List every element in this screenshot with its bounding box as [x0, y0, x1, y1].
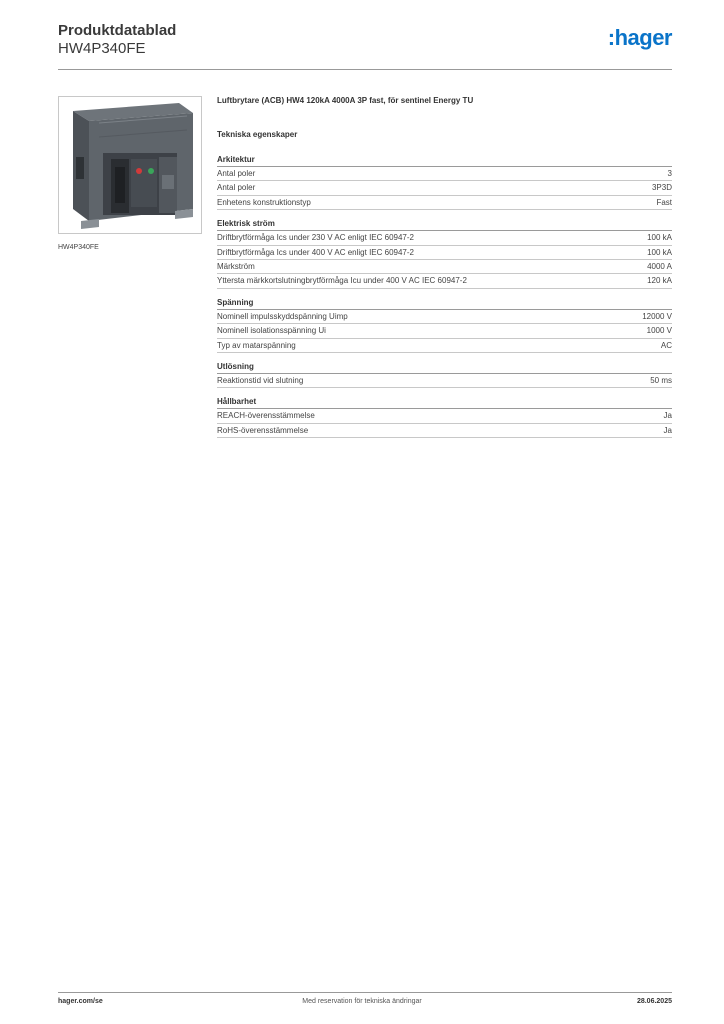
spec-value: Ja: [663, 411, 672, 421]
spec-row: [217, 324, 672, 338]
air-circuit-breaker-illustration: [59, 97, 201, 233]
spec-row: [217, 231, 672, 245]
group-title: Elektrisk ström: [217, 218, 672, 231]
spec-row: [217, 409, 672, 423]
product-code: HW4P340FE: [58, 40, 146, 57]
spec-value: 1000 V: [646, 326, 672, 336]
spec-row: [217, 374, 672, 388]
spec-label: Typ av matarspänning: [217, 340, 296, 350]
spec-value: 4000 A: [647, 261, 672, 271]
spec-row: [217, 260, 672, 274]
spec-label: Driftbrytförmåga Ics under 230 V AC enligt IEC 60947-2: [217, 233, 414, 243]
spec-value: 50 ms: [650, 375, 672, 385]
document-title: Produktdatablad: [58, 22, 177, 39]
spec-label: RoHS-överensstämmelse: [217, 425, 309, 435]
footer-website-link[interactable]: hager.com/se: [58, 998, 103, 1005]
spec-group-electrical-current: [217, 218, 672, 289]
spec-value: 3: [667, 169, 672, 178]
spec-row: [217, 167, 672, 181]
spec-label: Driftbrytförmåga Ics under 400 V AC enligt IEC 60947-2: [217, 247, 414, 257]
spec-row: [217, 424, 672, 438]
spec-label: REACH-överensstämmelse: [217, 411, 315, 421]
spec-label: Yttersta märkkortslutningbrytförmåga Icu under 400 V AC IEC 60947-2: [217, 276, 467, 286]
spec-value: AC: [660, 340, 672, 350]
spec-row: [217, 196, 672, 210]
specs-heading: Tekniska egenskaper: [217, 130, 298, 139]
spec-value: 100 kA: [647, 233, 672, 243]
page-header: [58, 20, 672, 70]
spec-label: Märkström: [217, 261, 255, 271]
group-title: Arkitektur: [217, 154, 672, 167]
spec-group-tripping: [217, 361, 672, 388]
spec-row: [217, 181, 672, 195]
spec-content: [217, 96, 672, 438]
spec-value: 100 kA: [647, 247, 672, 257]
product-description: Luftbrytare (ACB) HW4 120kA 4000A 3P fast, för sentinel Energy TU: [217, 96, 474, 105]
spec-row: [217, 274, 672, 288]
group-title: Hållbarhet: [217, 396, 672, 409]
spec-value: 3P3D: [651, 183, 672, 193]
spec-value: 120 kA: [647, 276, 672, 286]
spec-label: Nominell impulsskyddspänning Uimp: [217, 311, 348, 321]
spec-label: Antal poler: [217, 183, 256, 193]
spec-label: Reaktionstid vid slutning: [217, 375, 304, 385]
spec-row: [217, 310, 672, 324]
spec-group-sustainability: [217, 396, 672, 438]
spec-label: Nominell isolationsspänning Ui: [217, 326, 326, 336]
spec-label: Antal poler: [217, 169, 256, 178]
spec-group-voltage: [217, 297, 672, 353]
group-title: Utlösning: [217, 361, 672, 374]
footer-disclaimer: Med reservation för tekniska ändringar: [302, 998, 422, 1005]
spec-value: Ja: [663, 425, 672, 435]
spec-row: [217, 246, 672, 260]
spec-value: 12000 V: [642, 311, 672, 321]
image-caption: HW4P340FE: [58, 244, 99, 251]
group-title: Spänning: [217, 297, 672, 310]
footer-date: 28.06.2025: [636, 998, 672, 1005]
header-divider: [58, 69, 672, 70]
hager-logo: :hager: [607, 25, 672, 50]
spec-value: Fast: [656, 197, 672, 207]
spec-label: Enhetens konstruktionstyp: [217, 197, 311, 207]
product-image: [58, 96, 202, 234]
spec-row: [217, 339, 672, 353]
footer-divider: [58, 992, 672, 993]
spec-group-architecture: [217, 154, 672, 210]
